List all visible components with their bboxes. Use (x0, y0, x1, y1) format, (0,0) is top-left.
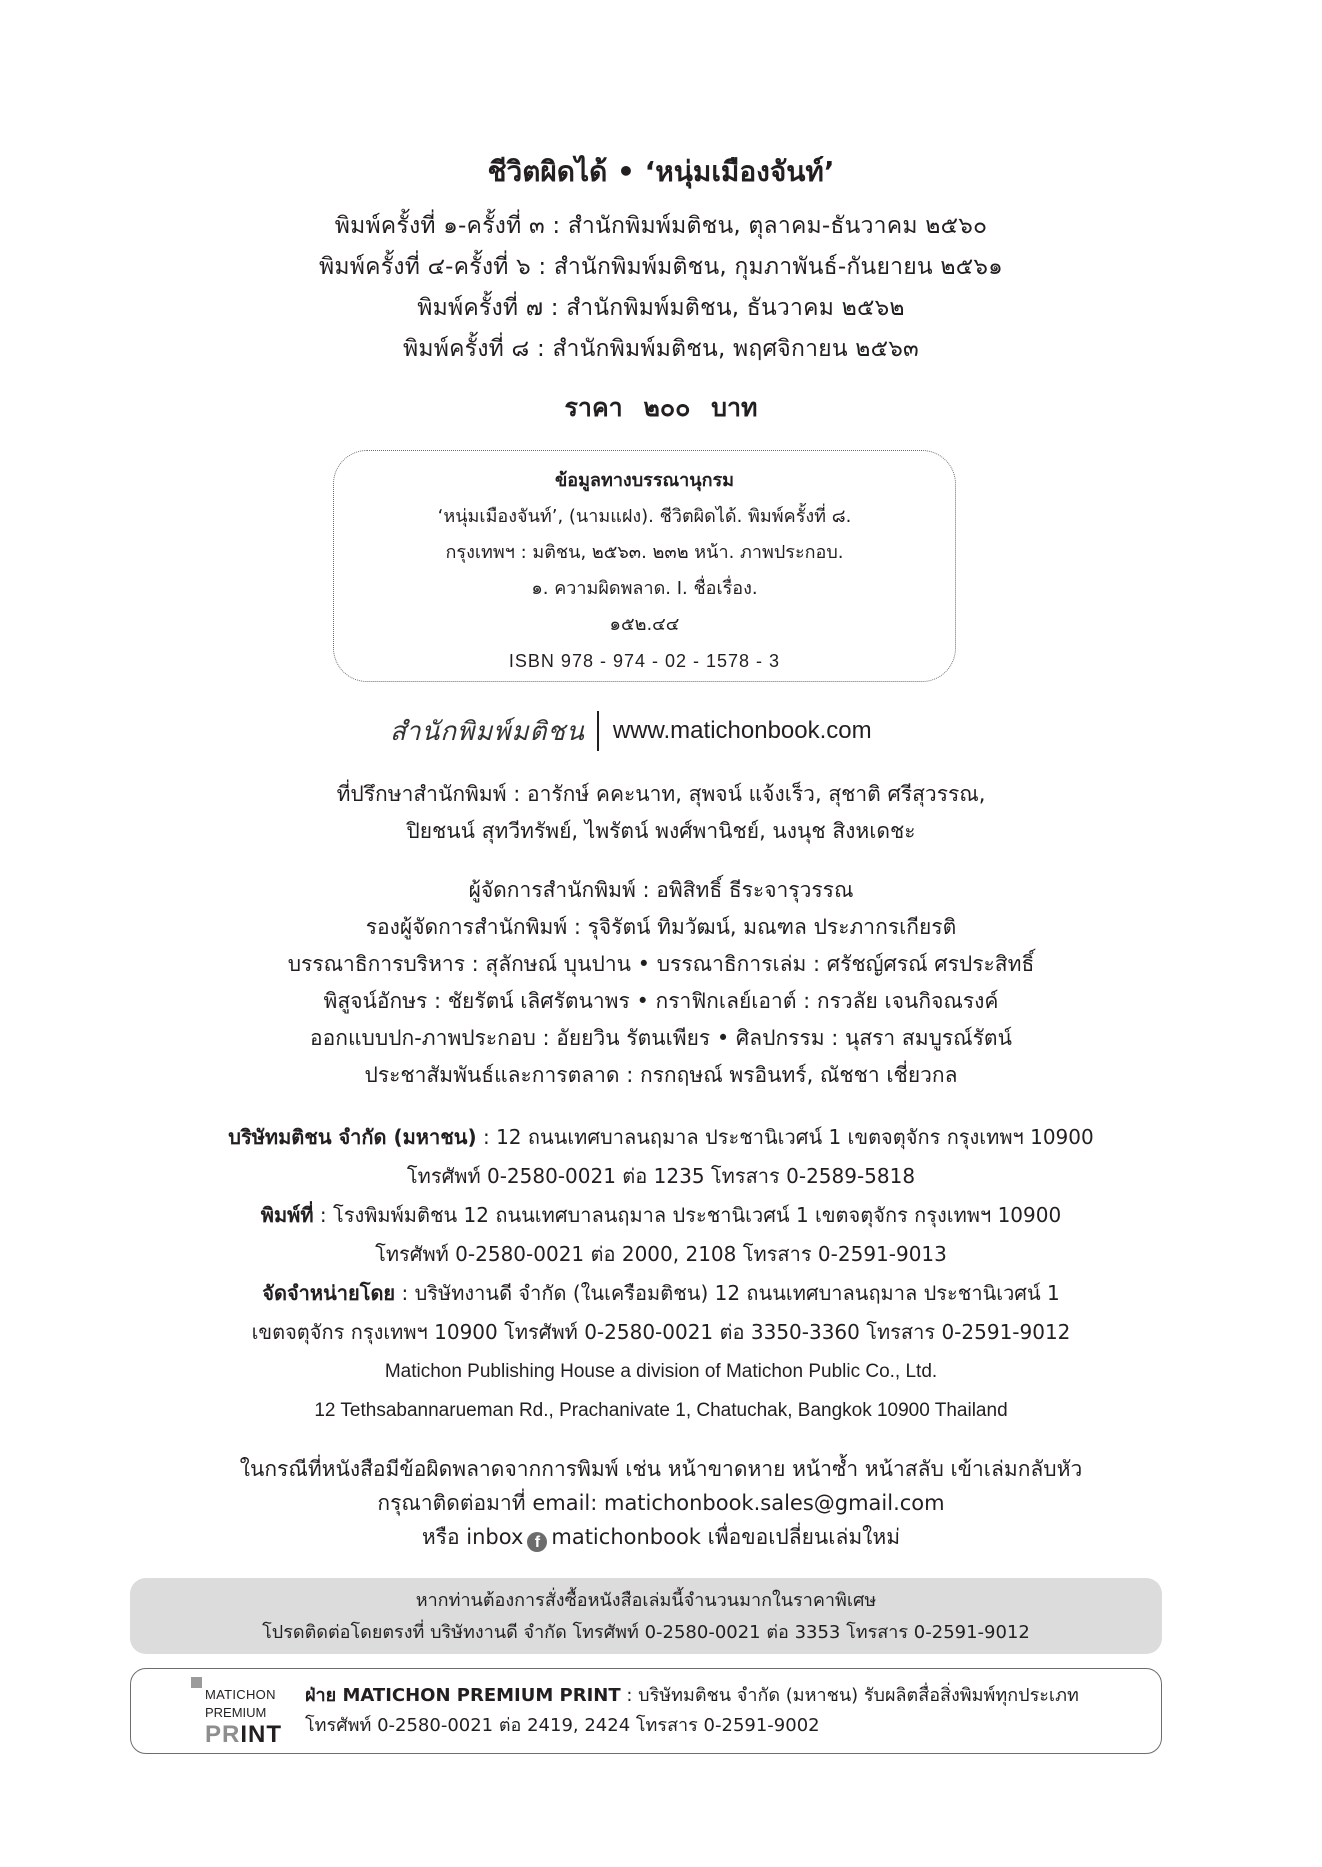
english-publisher-line (0, 1352, 1322, 1391)
notice-inbox-suffix: matichonbook เพื่อขอเปลี่ยนเล่มใหม่ (551, 1525, 901, 1549)
staff-line: พิสูจน์อักษร : ชัยรัตน์ เลิศรัตนาพร • กราฟิกเลย์เอาต์ : กรวลัย เจนกิจณรงค์ (323, 989, 999, 1013)
staff-line: ออกแบบปก-ภาพประกอบ : อัยยวิน รัตนเพียร • ศิลปกรรม : นุสรา สมบูรณ์รัตน์ (310, 1026, 1012, 1050)
staff-line: รองผู้จัดการสำนักพิมพ์ : รุจิรัตน์ ทิมวัฒน์, มณฑล ประภากรเกียรติ (365, 915, 957, 939)
notice-inbox-prefix: หรือ inbox (421, 1525, 524, 1549)
premium-print-text (305, 1681, 1079, 1741)
printing-line: พิมพ์ครั้งที่ ๘ : สำนักพิมพ์มติชน, พฤศจิกายน ๒๕๖๓ (403, 336, 919, 362)
notice-contact-email: กรุณาติดต่อมาที่ email: matichonbook.sales@gmail.com (377, 1491, 945, 1515)
staff-line: บรรณาธิการบริหาร : สุลักษณ์ บุนปาน • บรรณาธิการเล่ม : ศรัชญ์ศรณ์ ศรประสิทธิ์ (287, 952, 1035, 976)
company-line (0, 1118, 1322, 1157)
staff-list (0, 872, 1322, 1094)
publisher-brand (390, 708, 872, 754)
printer-label: พิมพ์ที่ (260, 1203, 314, 1227)
special-order-line: หากท่านต้องการสั่งซื้อหนังสือเล่มนี้จำนวนมากในราคาพิเศษ (415, 1590, 877, 1611)
cataloging-heading: ข้อมูลทางบรรณานุกรม (554, 470, 735, 491)
advisors (0, 776, 1322, 850)
printer-phone: โทรศัพท์ 0-2580-0021 ต่อ 2000, 2108 โทรสาร 0-2591-9013 (375, 1242, 947, 1266)
premium-print-phone: โทรศัพท์ 0-2580-0021 ต่อ 2419, 2424 โทรสาร 0-2591-9002 (305, 1715, 820, 1736)
logo-matichon: MATICHON (205, 1687, 276, 1702)
logo-print (205, 1721, 282, 1749)
logo-print-int: INT (240, 1721, 283, 1748)
cataloging-box (333, 450, 956, 682)
company-label: บริษัทมติชน จำกัด (มหาชน) (228, 1125, 477, 1149)
printing-line: พิมพ์ครั้งที่ ๑-ครั้งที่ ๓ : สำนักพิมพ์มติชน, ตุลาคม-ธันวาคม ๒๕๖๐ (334, 213, 988, 239)
printer-address: : โรงพิมพ์มติชน 12 ถนนเทศบาลนฤมาล ประชานิเวศน์ 1 เขตจตุจักร กรุงเทพฯ 10900 (313, 1203, 1062, 1227)
divider (597, 711, 599, 751)
publisher-logo: สำนักพิมพ์มติชน (390, 716, 585, 747)
notice-inbox-line (0, 1520, 1322, 1554)
staff-line: ประชาสัมพันธ์และการตลาด : กรกฤษณ์ พรอินทร์, ณัชชา เชี่ยวกล (364, 1063, 958, 1087)
isbn: ISBN 978 - 974 - 02 - 1578 - 3 (508, 651, 781, 671)
distributor-phone: เขตจตุจักร กรุงเทพฯ 10900 โทรศัพท์ 0-2580-0021 ต่อ 3350-3360 โทรสาร 0-2591-9012 (251, 1320, 1071, 1344)
defect-notice (0, 1452, 1322, 1554)
company-address: : 12 ถนนเทศบาลนฤมาล ประชานิเวศน์ 1 เขตจตุจักร กรุงเทพฯ 10900 (476, 1125, 1094, 1149)
printing-line: พิมพ์ครั้งที่ ๗ : สำนักพิมพ์มติชน, ธันวาคม ๒๕๖๒ (417, 295, 905, 321)
price: ราคา ๒๐๐ บาท (564, 393, 758, 422)
advisors-line: ที่ปรึกษาสำนักพิมพ์ : อารักษ์ คคะนาท, สุพจน์ แจ้งเร็ว, สุชาติ ศรีสุวรรณ, (336, 782, 986, 806)
staff-line: ผู้จัดการสำนักพิมพ์ : อพิสิทธิ์ ธีระจารุวรรณ (468, 878, 854, 902)
corporate-info (0, 1118, 1322, 1430)
premium-print-label: ฝ่าย MATICHON PREMIUM PRINT (305, 1685, 621, 1706)
cataloging-line: กรุงเทพฯ : มติชน, ๒๕๖๓. ๒๓๒ หน้า. ภาพประกอบ. (445, 542, 844, 563)
premium-print-line (305, 1681, 1079, 1711)
distributor-line (0, 1274, 1322, 1313)
cataloging-line: ‘หนุ่มเมืองจันท์’, (นามแฝง). ชีวิตผิดได้. พิมพ์ครั้งที่ ๘. (437, 506, 852, 527)
printing-line: พิมพ์ครั้งที่ ๔-ครั้งที่ ๖ : สำนักพิมพ์มติชน, กุมภาพันธ์-กันยายน ๒๕๖๑ (319, 254, 1003, 280)
distributor-label: จัดจำหน่ายโดย (262, 1281, 396, 1305)
notice-line: ในกรณีที่หนังสือมีข้อผิดพลาดจากการพิมพ์ เช่น หน้าขาดหาย หน้าซ้ำ หน้าสลับ เข้าเล่มกลับหัว (239, 1457, 1083, 1481)
printing-history (0, 206, 1322, 370)
book-title: ชีวิตผิดได้ • ‘หนุ่มเมืองจันท์’ (487, 155, 835, 188)
cataloging-line: ๑. ความผิดพลาด. I. ชื่อเรื่อง. (531, 578, 758, 599)
website-link[interactable]: www.matichonbook.com (612, 717, 872, 744)
premium-print-box (130, 1668, 1162, 1754)
logo-square (191, 1677, 202, 1688)
english-publisher-name: Matichon Publishing House (384, 1361, 616, 1382)
premium-print-desc: : บริษัทมติชน จำกัด (มหาชน) รับผลิตสื่อสิ่งพิมพ์ทุกประเภท (620, 1685, 1079, 1706)
facebook-icon: f (527, 1532, 547, 1552)
special-order-box (130, 1578, 1162, 1654)
distributor-address: : บริษัทงานดี จำกัด (ในเครือมติชน) 12 ถนนเทศบาลนฤมาล ประชานิเวศน์ 1 (395, 1281, 1060, 1305)
logo-premium: PREMIUM (205, 1705, 267, 1720)
english-division: a division of Matichon Public Co., Ltd. (615, 1361, 938, 1382)
company-phone: โทรศัพท์ 0-2580-0021 ต่อ 1235 โทรสาร 0-2589-5818 (406, 1164, 916, 1188)
english-address: 12 Tethsabannarueman Rd., Prachanivate 1, Chatuchak, Bangkok 10900 Thailand (314, 1400, 1008, 1421)
logo-print-pr: PR (205, 1721, 241, 1748)
classification-number: ๑๕๒.๔๔ (609, 614, 680, 635)
special-order-contact: โปรดติดต่อโดยตรงที่ บริษัทงานดี จำกัด โทรศัพท์ 0-2580-0021 ต่อ 3353 โทรสาร 0-2591-9012 (262, 1622, 1030, 1643)
printer-line (0, 1196, 1322, 1235)
advisors-line: ปิยชนน์ สุทวีทรัพย์, ไพรัตน์ พงศ์พานิชย์, นงนุช สิงหเดชะ (406, 819, 916, 843)
